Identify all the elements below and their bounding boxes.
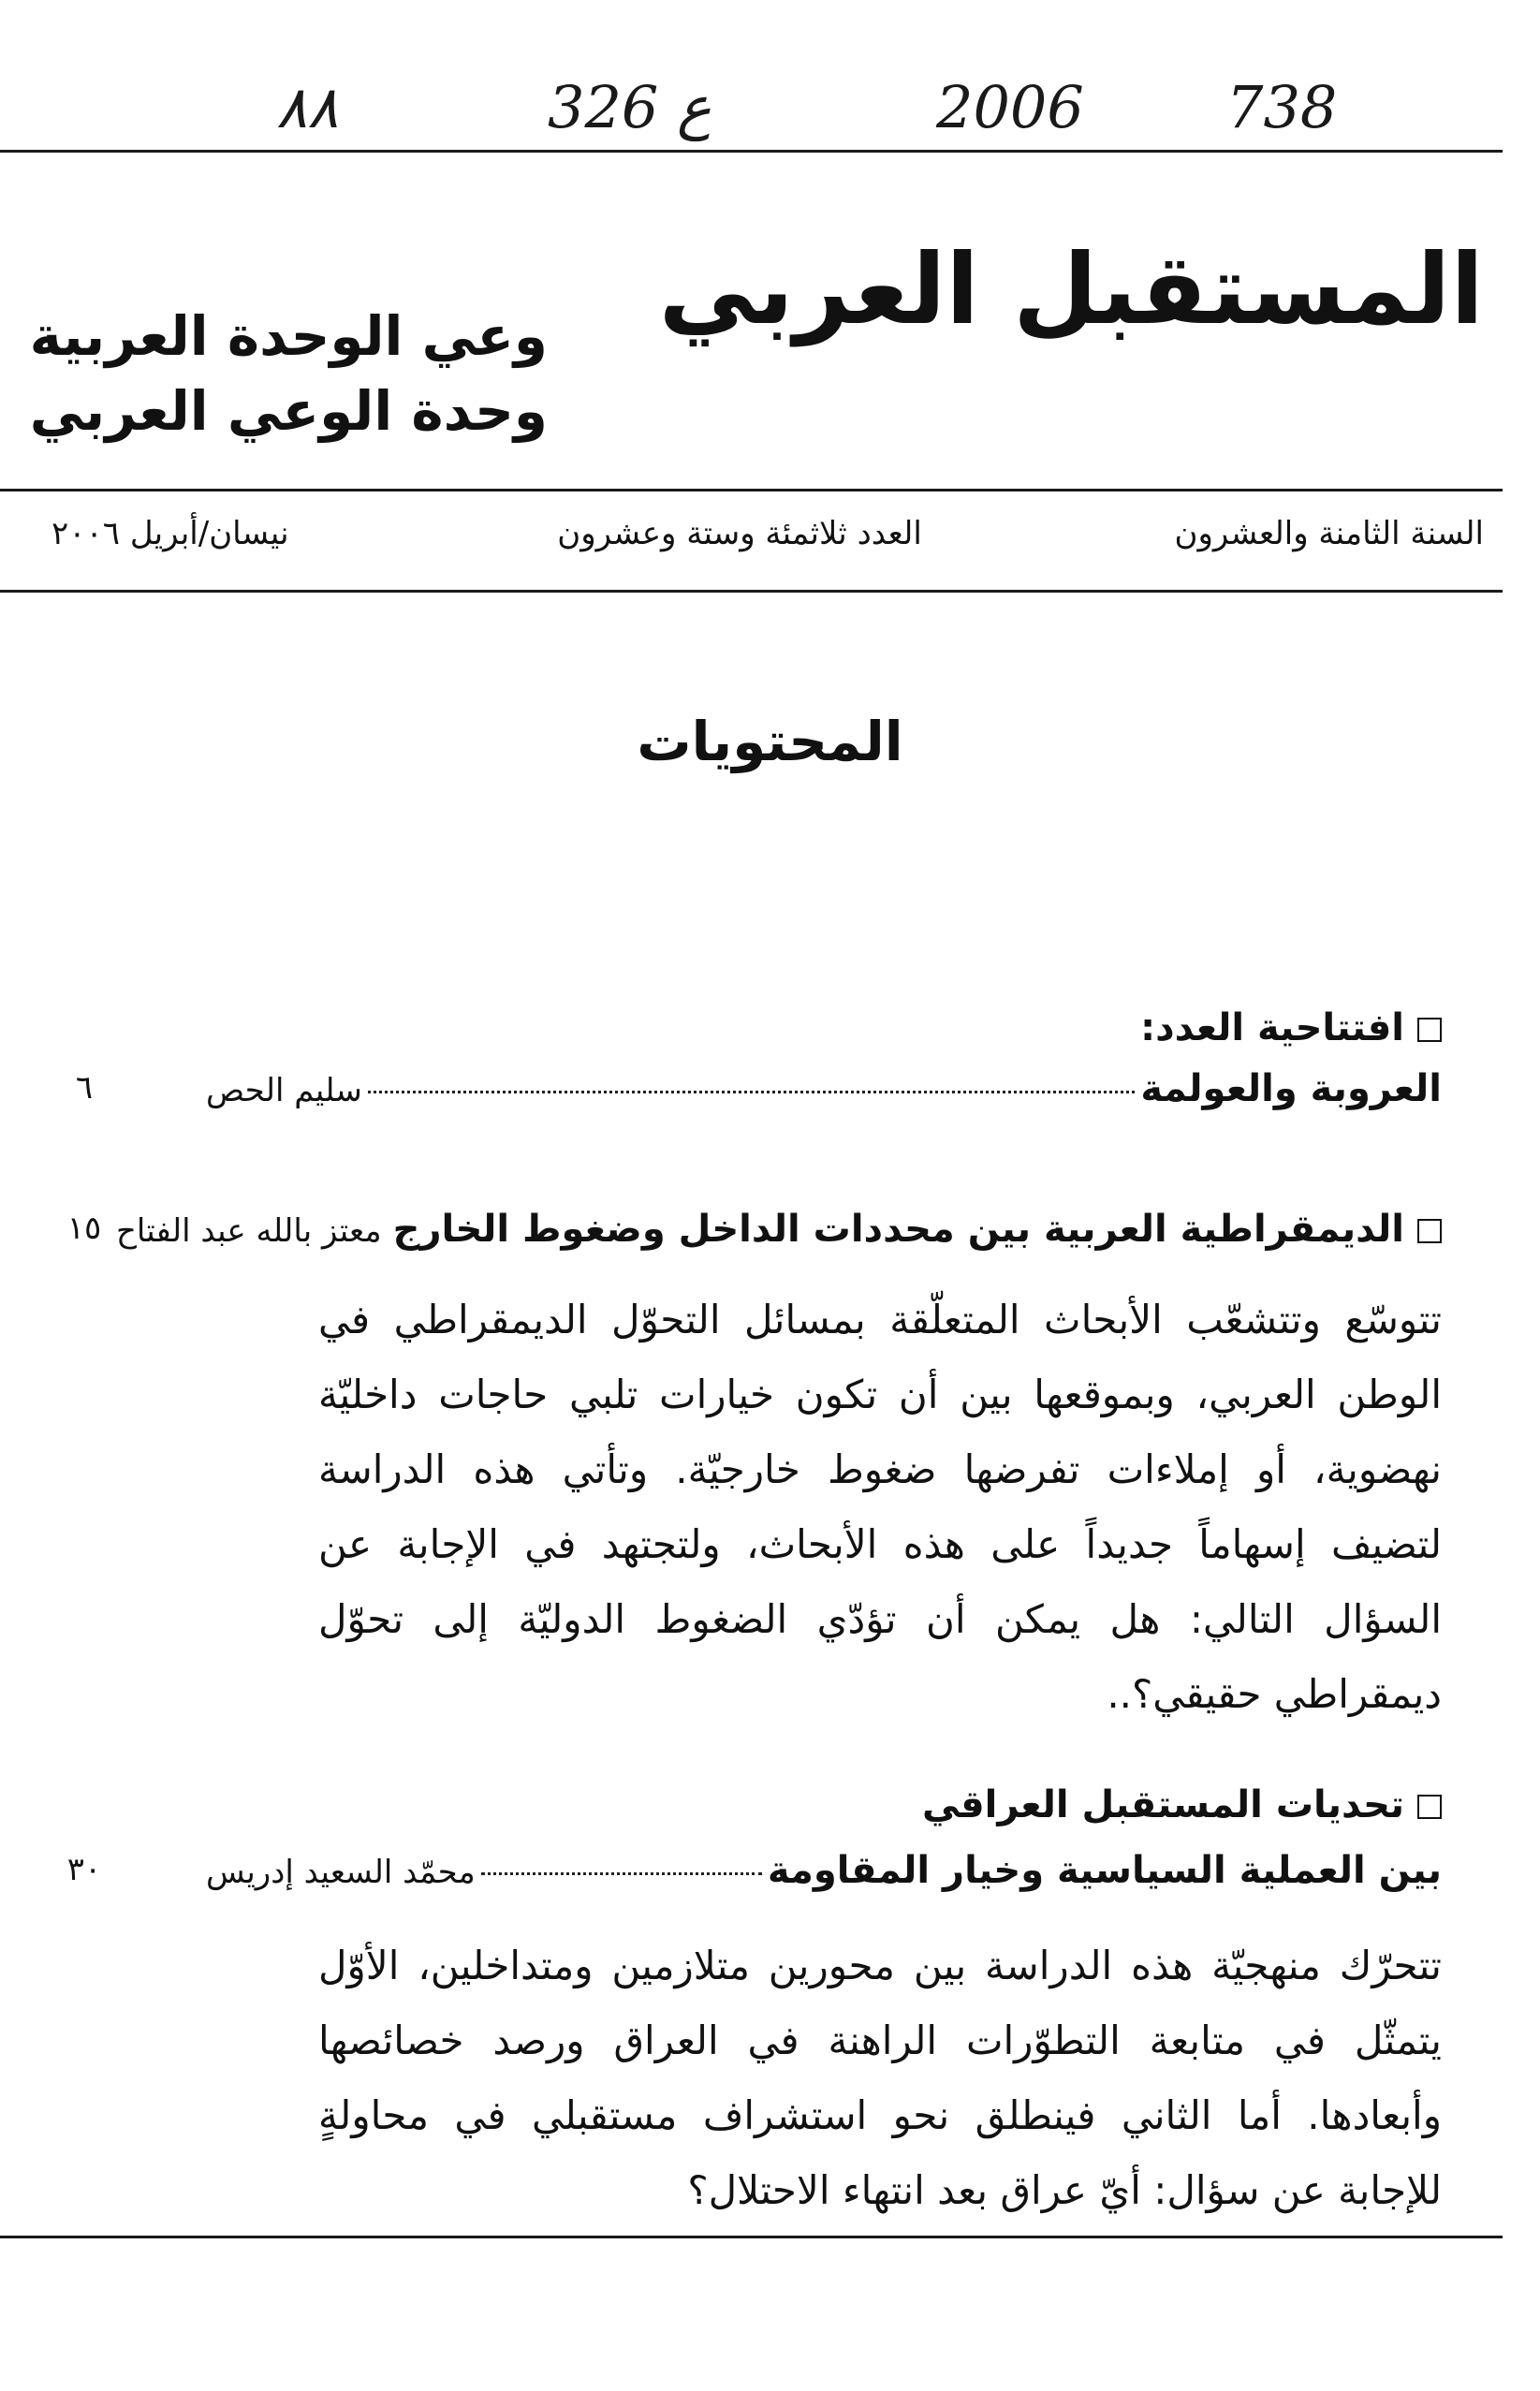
entry-title: الديمقراطية العربية بين محددات الداخل وضغوط الخارج — [393, 1208, 1442, 1251]
handwritten-mark-3: 2006 — [936, 73, 1084, 141]
dot-leader — [481, 1872, 762, 1875]
contents-title: المحتويات — [637, 710, 903, 773]
magazine-logo: المستقبل العربي — [658, 232, 1484, 346]
entry-author: محمّد السعيد إدريس — [206, 1854, 476, 1891]
entry-title: بين العملية السياسية وخيار المقاومة — [767, 1849, 1442, 1892]
entry-abstract: تتوسّع وتتشعّب الأبحاث المتعلّقة بمسائل التحوّل الديمقراطي في الوطن العربي، وبموقعها بين أن تكون خيارات تلبي حاجات داخليّة نهضوية، أو إملاءات تفرضها ضغوط خارجيّة. وتأتي هذه الدراسة لتضيف إسهاماً جديداً على هذه الأبحاث، ولتجتهد في الإجابة عن السؤال التالي: هل يمكن أن تؤدّي الضغوط الدوليّة إلى تحوّل ديمقراطي حقيقي؟.. — [318, 1297, 1442, 1717]
entry-page-number: ٣٠ — [66, 1851, 102, 1888]
section-heading-editorial: افتتاحية العدد: — [1140, 1006, 1442, 1049]
slogan-line-2: وحدة الوعي العربي — [29, 379, 548, 443]
issue-rule-bottom — [0, 590, 1503, 593]
issue-date: نيسان/أبريل ٢٠٠٦ — [51, 515, 289, 552]
checkbox-icon — [1417, 1795, 1442, 1819]
toc-entry-2[interactable] — [115, 1208, 1442, 1251]
handwritten-mark-2: 326 ع — [548, 73, 712, 141]
issue-number: العدد ثلاثمئة وستة وعشرون — [557, 515, 922, 552]
toc-entry-3[interactable] — [206, 1849, 1442, 1892]
entry-page-number: ٦ — [75, 1069, 94, 1107]
dot-leader — [368, 1091, 1136, 1093]
issue-year: السنة الثامنة والعشرون — [1174, 515, 1484, 552]
handwritten-mark-4: 738 — [1226, 73, 1338, 141]
issue-rule-top — [0, 489, 1503, 491]
toc-entry-1[interactable] — [206, 1067, 1442, 1110]
entry-title: العروبة والعولمة — [1140, 1067, 1442, 1110]
checkbox-icon — [1417, 1018, 1442, 1042]
slogan-line-1: وعي الوحدة العربية — [29, 304, 548, 368]
entry-author: معتز بالله عبد الفتاح — [115, 1212, 382, 1250]
entry-abstract: تتحرّك منهجيّة هذه الدراسة بين محورين متلازمين ومتداخلين، الأوّل يتمثّل في متابعة التطوّرات الراهنة في العراق ورصد خصائصها وأبعادها. أما الثاني فينطلق نحو استشراف مستقبلي في محاولةٍ للإجابة عن سؤال: أيّ عراق بعد انتهاء الاحتلال؟ — [318, 1943, 1442, 2213]
bottom-rule — [0, 2236, 1503, 2238]
top-rule — [0, 150, 1503, 153]
handwritten-mark-1: ٨٨ — [276, 73, 339, 141]
checkbox-icon — [1417, 1219, 1442, 1243]
section-heading-iraq: تحديات المستقبل العراقي — [922, 1783, 1442, 1826]
entry-page-number: ١٥ — [66, 1210, 102, 1247]
entry-author: سليم الحص — [206, 1072, 362, 1109]
